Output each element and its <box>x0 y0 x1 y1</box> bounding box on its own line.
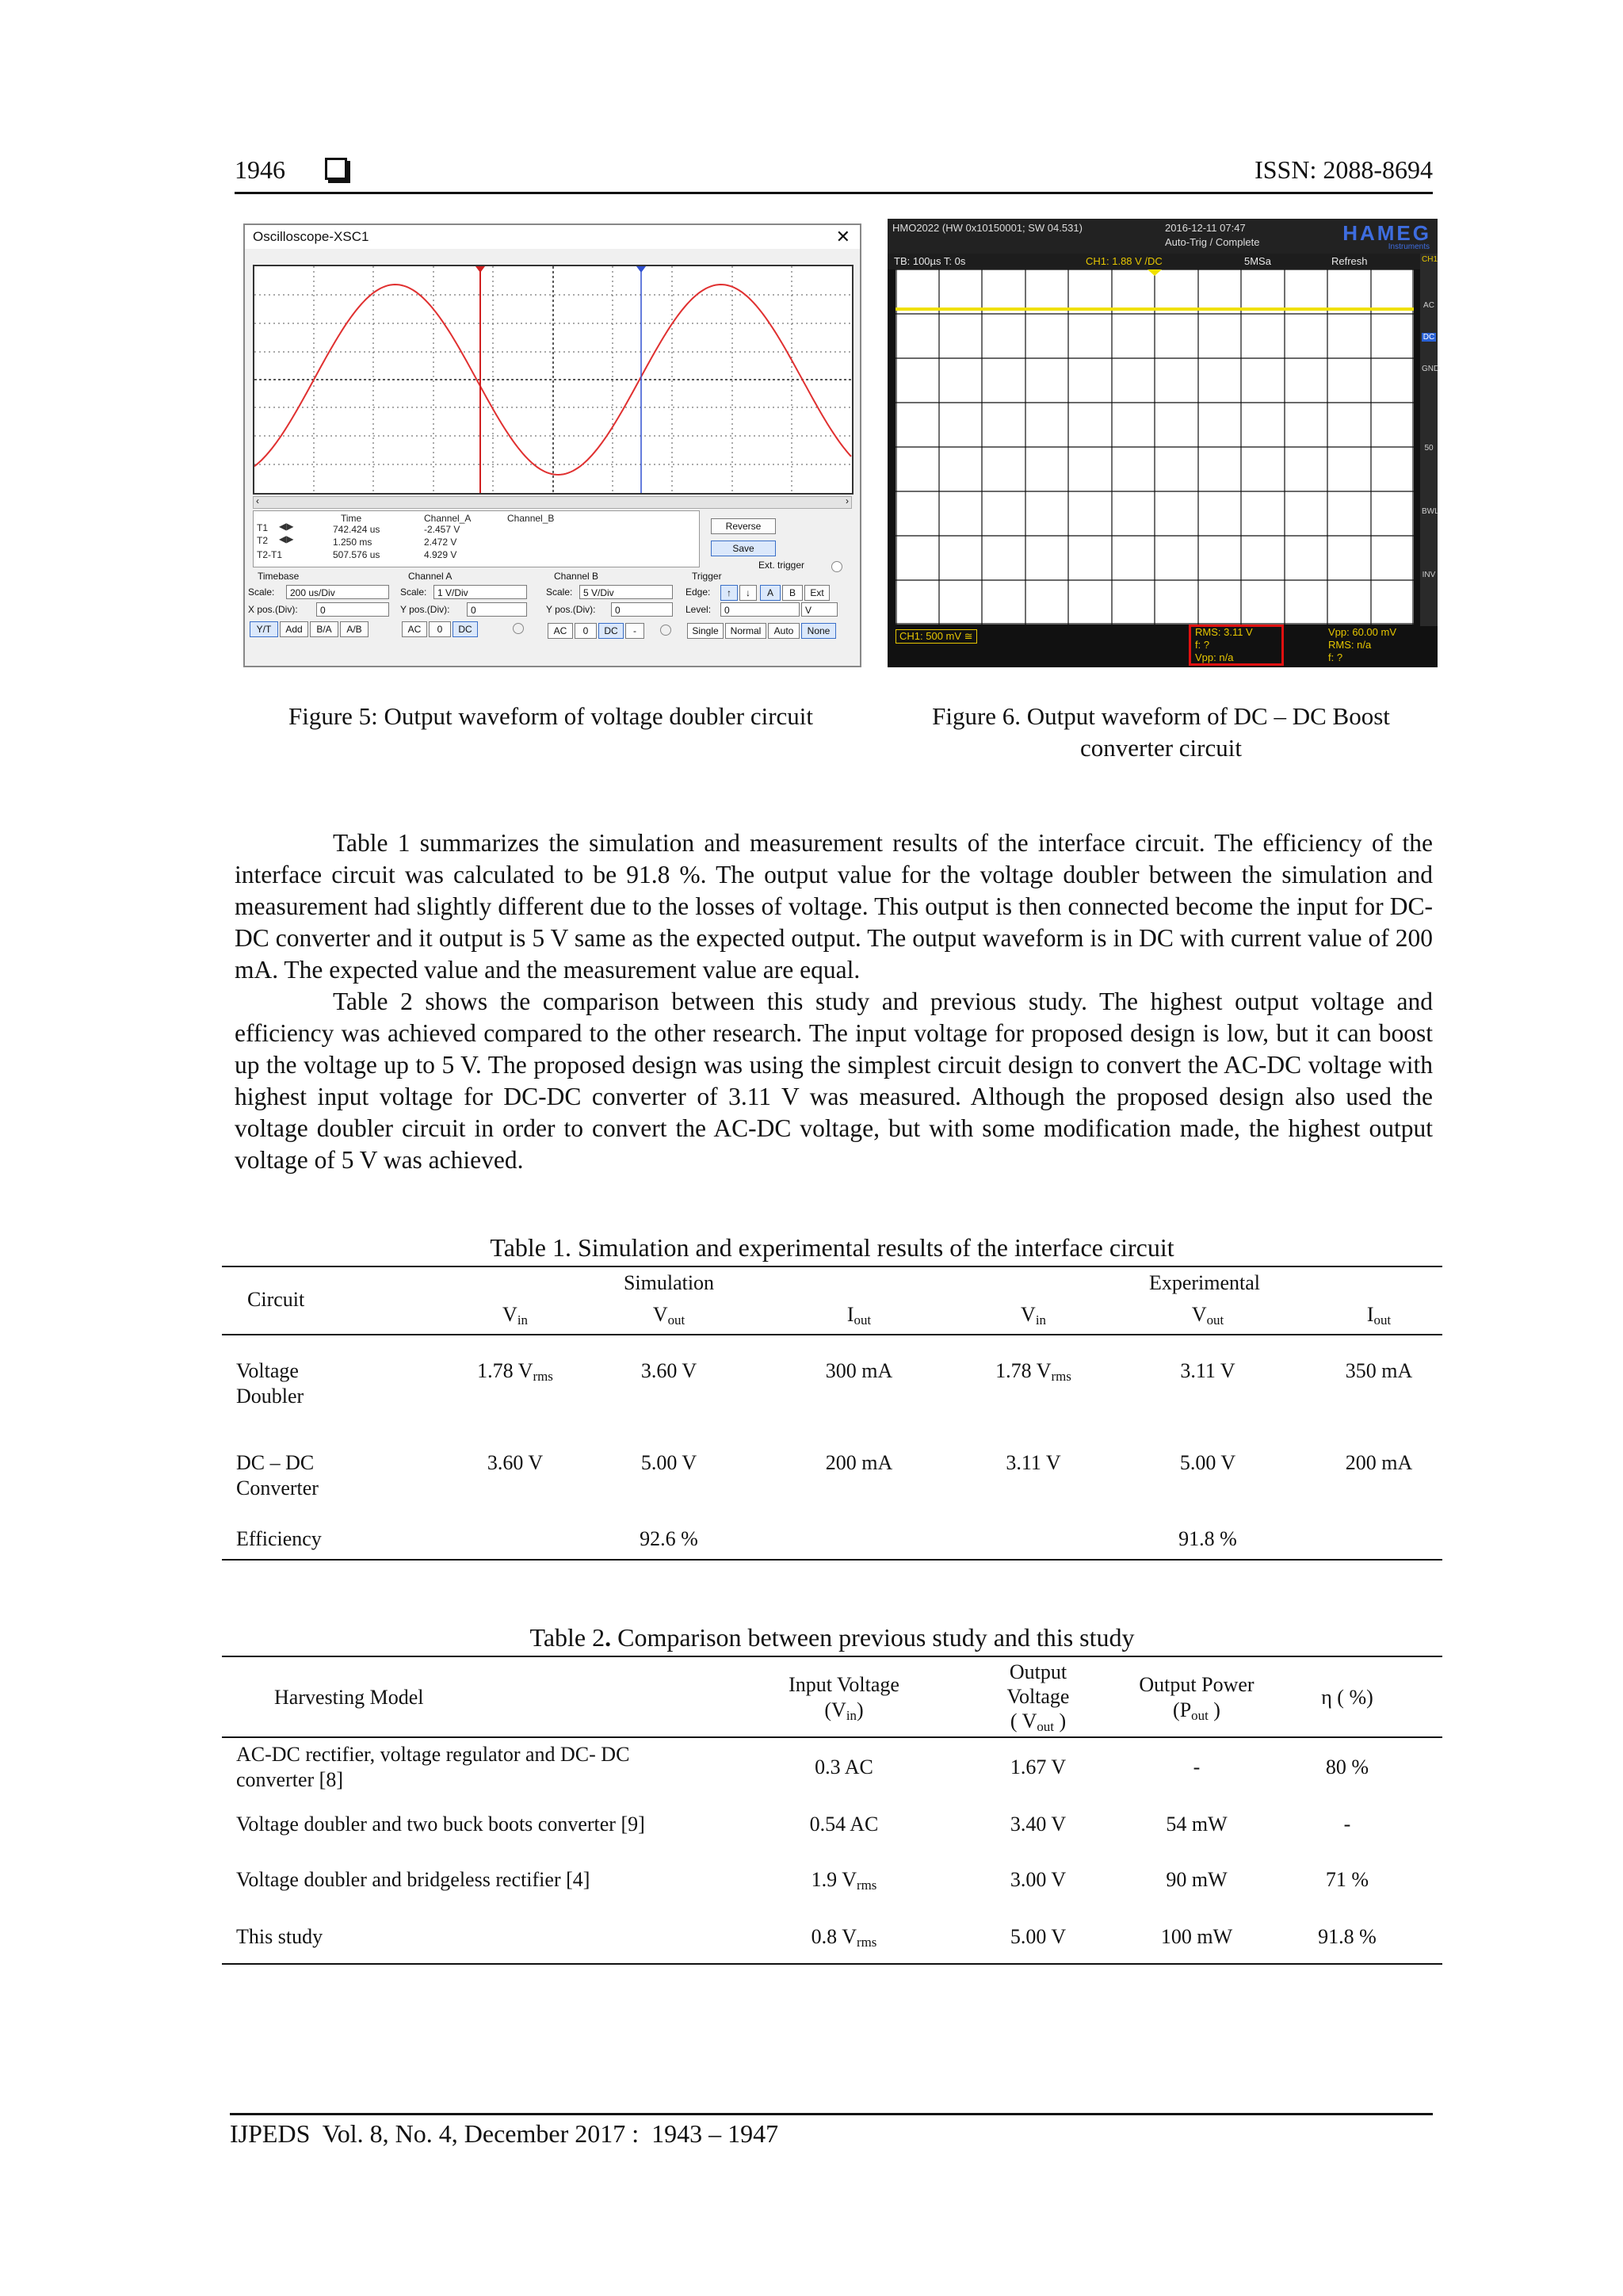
channel-b-zero-button[interactable]: 0 <box>575 623 597 639</box>
t2-power-header: Output Power ($P_{out}$ ) <box>1139 1673 1254 1723</box>
t1-sim-iout-header: $I_{out}$ <box>846 1303 872 1328</box>
cursor-readout <box>253 510 700 567</box>
scope-grid-lines <box>896 269 1414 625</box>
yt-button[interactable]: Y/T <box>250 621 278 637</box>
t1-sim-vout-header: $V_{out}$ <box>652 1303 685 1328</box>
cursor-t1-handle[interactable] <box>475 266 485 273</box>
figure-6-caption-line1: Figure 6. Output waveform of DC – DC Boost <box>932 702 1390 730</box>
channel-a-zero-button[interactable]: 0 <box>429 621 451 637</box>
figure-5-oscilloscope <box>243 223 861 667</box>
trigger-source-b-button[interactable]: B <box>782 585 803 601</box>
scope-grid <box>896 269 1414 625</box>
t2-row1-vout: 1.67 V <box>1010 1755 1067 1778</box>
readout-channel-b-header: Channel_B <box>507 513 555 524</box>
t1-dc-exp-vin: 3.11 V <box>1006 1451 1061 1474</box>
auto-button[interactable]: Auto <box>768 623 800 639</box>
t1-row-voltage-doubler: Voltage Doubler <box>236 1359 304 1408</box>
readout-t2t1-label: T2-T1 <box>257 549 283 560</box>
t1-dc-sim-vin: 3.60 V <box>487 1451 544 1474</box>
scope-channel: CH1: 1.88 V /DC <box>1086 255 1163 267</box>
close-icon[interactable]: ✕ <box>835 227 850 246</box>
rms-reading: RMS: 3.11 V <box>1195 626 1253 638</box>
scroll-left-icon[interactable]: ‹ <box>256 495 259 506</box>
header-box-glyph <box>325 158 347 180</box>
channel-b-ac-button[interactable]: AC <box>548 623 573 639</box>
table-2-top-rule <box>222 1656 1442 1657</box>
scope-model: HMO2022 (HW 0x10150001; SW 04.531) <box>892 222 1083 234</box>
t1-row-efficiency: Efficiency <box>236 1527 322 1550</box>
t1-exp-iout-header: $I_{out}$ <box>1366 1303 1392 1328</box>
timebase-title: Timebase <box>258 571 300 582</box>
t2-row1-eta: 80 % <box>1325 1755 1369 1778</box>
timebase-xpos-label: X pos.(Div): <box>248 604 298 615</box>
scope-side-menu <box>1420 254 1438 626</box>
cursor-t2-handle[interactable] <box>636 266 646 273</box>
channel-b-dc-button[interactable]: DC <box>598 623 624 639</box>
t1-sim-vin-header: $V_{in}$ <box>502 1303 528 1328</box>
t2-output-header: Output Voltage ( $V_{out}$ ) <box>1006 1660 1070 1734</box>
footer-citation: IJPEDS Vol. 8, No. 4, December 2017 : 1943 – 1947 <box>230 2119 779 2148</box>
t2-model-header: Harvesting Model <box>274 1686 424 1709</box>
scroll-right-icon[interactable]: › <box>846 495 849 506</box>
a-over-b-button[interactable]: A/B <box>340 621 369 637</box>
readout-t2-a: 2.472 V <box>424 537 457 548</box>
issn: ISSN: 2088-8694 <box>1254 155 1433 184</box>
channel-b-minus-button[interactable]: - <box>625 623 644 639</box>
rms2-reading: RMS: n/a <box>1328 639 1372 651</box>
t1-vd-sim-iout: 300 mA <box>825 1359 893 1382</box>
readout-t1-a: -2.457 V <box>424 524 460 535</box>
vpp2-reading: Vpp: 60.00 mV <box>1328 626 1396 638</box>
scope-sample-rate: 5MSa <box>1244 255 1271 267</box>
channel-a-ypos-label: Y pos.(Div): <box>400 604 450 615</box>
t2-row4-eta: 91.8 % <box>1318 1925 1377 1948</box>
t1-arrows-icon[interactable]: ◀▶ <box>279 521 294 532</box>
t2-row4-vout: 5.00 V <box>1010 1925 1067 1948</box>
timebase-xpos-field[interactable]: 0 <box>316 602 389 617</box>
trigger-level-field[interactable]: 0 <box>720 602 800 617</box>
table-2-bottom-rule <box>222 1963 1442 1965</box>
side-50[interactable]: 50 <box>1424 444 1434 453</box>
rising-edge-icon[interactable]: ↑ <box>720 585 738 601</box>
paragraph-2: Table 2 shows the comparison between this study and previous study. The highest output voltage and efficiency was achieved compared to the other research. The input voltage for proposed design is low, but it can boost up the voltage up to 5 V. The proposed design was using the simplest circuit design to convert the AC-DC voltage with highest input voltage for DC-DC converter of 3.11 V was measured. Although the proposed design also used the voltage doubler circuit in order to convert the AC-DC voltage, but with some modification made, the highest output voltage of 5 V was achieved. <box>235 988 1433 1174</box>
table-2-caption: Table 2. Comparison between previous study and this study <box>529 1623 1135 1652</box>
hameg-logo-sub: Instruments <box>1388 243 1430 251</box>
trigger-title: Trigger <box>692 571 722 582</box>
t2-arrows-icon[interactable]: ◀▶ <box>279 533 294 544</box>
t1-vd-exp-vin: 1.78 $V_{rms}$ <box>995 1359 1071 1384</box>
channel-a-title: Channel A <box>408 571 453 582</box>
t1-simulation-header: Simulation <box>623 1271 715 1294</box>
readout-t1-time: 742.424 us <box>333 524 380 535</box>
scope-topbar <box>888 219 1438 254</box>
side-dc[interactable]: DC <box>1423 333 1435 342</box>
scope-mode: Auto-Trig / Complete <box>1165 236 1260 248</box>
channel-a-scale-label: Scale: <box>400 586 427 598</box>
side-ac[interactable]: AC <box>1423 301 1434 310</box>
trigger-level-unit[interactable]: V <box>801 602 838 617</box>
t1-exp-vin-header: $V_{in}$ <box>1021 1303 1046 1328</box>
side-gnd[interactable]: GND <box>1422 365 1440 373</box>
t2-row3-model: Voltage doubler and bridgeless rectifier [4] <box>236 1868 590 1891</box>
t1-vd-sim-vout: 3.60 V <box>640 1359 697 1382</box>
trigger-level-label: Level: <box>685 604 712 615</box>
t2-row3-eta: 71 % <box>1325 1868 1369 1891</box>
t2-row2-model: Voltage doubler and two buck boots converter [9] <box>236 1813 645 1836</box>
t2-row1-vin: 0.3 AC <box>815 1755 873 1778</box>
b-over-a-button[interactable]: B/A <box>310 621 338 637</box>
t2-row2-vout: 3.40 V <box>1010 1813 1067 1836</box>
hameg-logo: HAMEG <box>1342 221 1431 245</box>
t1-vd-exp-iout: 350 mA <box>1345 1359 1413 1382</box>
figure-6-caption <box>880 701 1442 764</box>
channel-b-ypos-field[interactable]: 0 <box>611 602 673 617</box>
dc-trace-plot <box>896 269 1414 625</box>
footer-rule <box>230 2113 1433 2115</box>
normal-button[interactable]: Normal <box>725 623 766 639</box>
readout-t2-label: T2 <box>257 535 269 546</box>
t2-row4-vin: 0.8 $V_{rms}$ <box>811 1925 877 1950</box>
oscilloscope-screen <box>253 265 854 495</box>
ch1-scale: CH1: 500 mV ≅ <box>896 629 977 644</box>
table-1-top-rule <box>222 1266 1442 1267</box>
trigger-source-ext-button[interactable]: Ext <box>804 585 830 601</box>
single-button[interactable]: Single <box>687 623 724 639</box>
table-1-bottom-rule <box>222 1559 1442 1561</box>
ext-trigger-label: Ext. trigger <box>758 560 805 571</box>
header-rule <box>235 192 1433 194</box>
t1-eff-sim: 92.6 % <box>640 1527 698 1550</box>
reverse-button[interactable]: Reverse <box>711 518 776 534</box>
channel-b-scale-label: Scale: <box>546 586 573 598</box>
channel-a-ac-button[interactable]: AC <box>402 621 427 637</box>
t1-dc-exp-vout: 5.00 V <box>1179 1451 1236 1474</box>
ext-trigger-terminal[interactable] <box>831 561 842 572</box>
add-button[interactable]: Add <box>280 621 308 637</box>
scope-timebase: TB: 100µs T: 0s <box>894 255 966 267</box>
trigger-marker <box>1148 269 1162 276</box>
scope-refresh: Refresh <box>1331 255 1368 267</box>
freq2-reading: f: ? <box>1328 651 1343 663</box>
t1-vd-sim-vin: 1.78 $V_{rms}$ <box>477 1359 553 1384</box>
t2-input-header: Input Voltage $(V_{in})$ <box>789 1673 899 1723</box>
t1-exp-vout-header: $V_{out}$ <box>1191 1303 1224 1328</box>
t1-circuit-header: Circuit <box>247 1288 305 1311</box>
falling-edge-icon[interactable]: ↓ <box>739 585 757 601</box>
table-1-caption: Table 1. Simulation and experimental results of the interface circuit <box>490 1233 1174 1262</box>
readout-time-header: Time <box>341 513 362 524</box>
horizontal-scrollbar[interactable] <box>253 496 852 509</box>
t2-row2-vin: 0.54 AC <box>809 1813 879 1836</box>
sine-wave-plot <box>254 266 852 493</box>
t1-dc-exp-iout: 200 mA <box>1345 1451 1413 1474</box>
channel-a-terminal[interactable] <box>513 623 524 634</box>
channel-a-dc-button[interactable]: DC <box>453 621 478 637</box>
t2-row4-model: This study <box>236 1925 323 1948</box>
t2-row3-pout: 90 mW <box>1166 1868 1228 1891</box>
t1-dc-sim-vout: 5.00 V <box>640 1451 697 1474</box>
save-button[interactable]: Save <box>711 541 776 556</box>
t2-row1-model: AC-DC rectifier, voltage regulator and DC- DC converter [8] <box>236 1743 630 1791</box>
t1-row-dc-dc-converter: DC – DC Converter <box>236 1451 319 1499</box>
figure-6-caption-line2: converter circuit <box>1080 734 1242 762</box>
t1-dc-sim-iout: 200 mA <box>825 1451 893 1474</box>
t1-vd-exp-vout: 3.11 V <box>1180 1359 1235 1382</box>
paragraph-1: Table 1 summarizes the simulation and measurement results of the interface circuit. The efficiency of the interface circuit was calculated to be 91.8 %. The output value for the voltage doubler between the simulation and measurement had slightly different due to the losses of voltage. This output is then connected become the input for DC-DC converter and it output is 5 V same as the expected output. The output waveform is in DC with current value of 200 mA. The expected value and the measurement value are equal. <box>235 829 1433 984</box>
readout-t2t1-a: 4.929 V <box>424 549 457 560</box>
t2-row3-vin: 1.9 $V_{rms}$ <box>811 1868 877 1893</box>
scope-statusbar <box>888 254 1420 269</box>
trigger-source-a-button[interactable]: A <box>760 585 781 601</box>
figure-6-hameg-scope <box>888 219 1438 667</box>
readout-t1-label: T1 <box>257 522 269 533</box>
t2-row2-eta: - <box>1343 1813 1351 1836</box>
channel-a-ypos-field[interactable]: 0 <box>467 602 527 617</box>
scope-datetime: 2016-12-11 07:47 <box>1165 222 1246 234</box>
readout-t2-time: 1.250 ms <box>333 537 372 548</box>
t2-eta-header: η ( %) <box>1321 1686 1373 1709</box>
side-bwl[interactable]: BWL <box>1422 507 1439 516</box>
figure-5-caption: Figure 5: Output waveform of voltage doubler circuit <box>288 702 814 730</box>
t1-experimental-header: Experimental <box>1148 1271 1261 1294</box>
page-number: 1946 <box>235 155 285 184</box>
none-button[interactable]: None <box>801 623 836 639</box>
t2-row2-pout: 54 mW <box>1166 1813 1228 1836</box>
timebase-scale-field[interactable]: 200 us/Div <box>286 585 389 599</box>
oscilloscope-titlebar <box>245 225 860 249</box>
t2-row3-vout: 3.00 V <box>1010 1868 1067 1891</box>
t2-row1-pout: - <box>1193 1755 1201 1778</box>
channel-a-trace <box>254 285 851 475</box>
trigger-edge-label: Edge: <box>685 586 711 598</box>
table-2-header-rule <box>222 1736 1442 1738</box>
t2-row4-pout: 100 mW <box>1160 1925 1233 1948</box>
side-ch1[interactable]: CH1 <box>1422 255 1438 264</box>
freq-reading: f: ? <box>1195 639 1210 651</box>
channel-b-title: Channel B <box>554 571 599 582</box>
vpp-reading: Vpp: n/a <box>1195 651 1234 663</box>
table-1-header-rule <box>222 1334 1442 1335</box>
channel-a-scale-field[interactable]: 1 V/Div <box>433 585 527 599</box>
scope-measurements <box>888 625 1420 667</box>
side-inv[interactable]: INV <box>1422 571 1436 579</box>
timebase-scale-label: Scale: <box>248 586 275 598</box>
t1-eff-exp: 91.8 % <box>1178 1527 1237 1550</box>
channel-b-scale-field[interactable]: 5 V/Div <box>579 585 673 599</box>
oscilloscope-title: Oscilloscope-XSC1 <box>253 229 369 244</box>
channel-b-terminal[interactable] <box>660 625 671 636</box>
readout-t2t1-time: 507.576 us <box>333 549 380 560</box>
readout-channel-a-header: Channel_A <box>424 513 472 524</box>
channel-b-ypos-label: Y pos.(Div): <box>546 604 596 615</box>
